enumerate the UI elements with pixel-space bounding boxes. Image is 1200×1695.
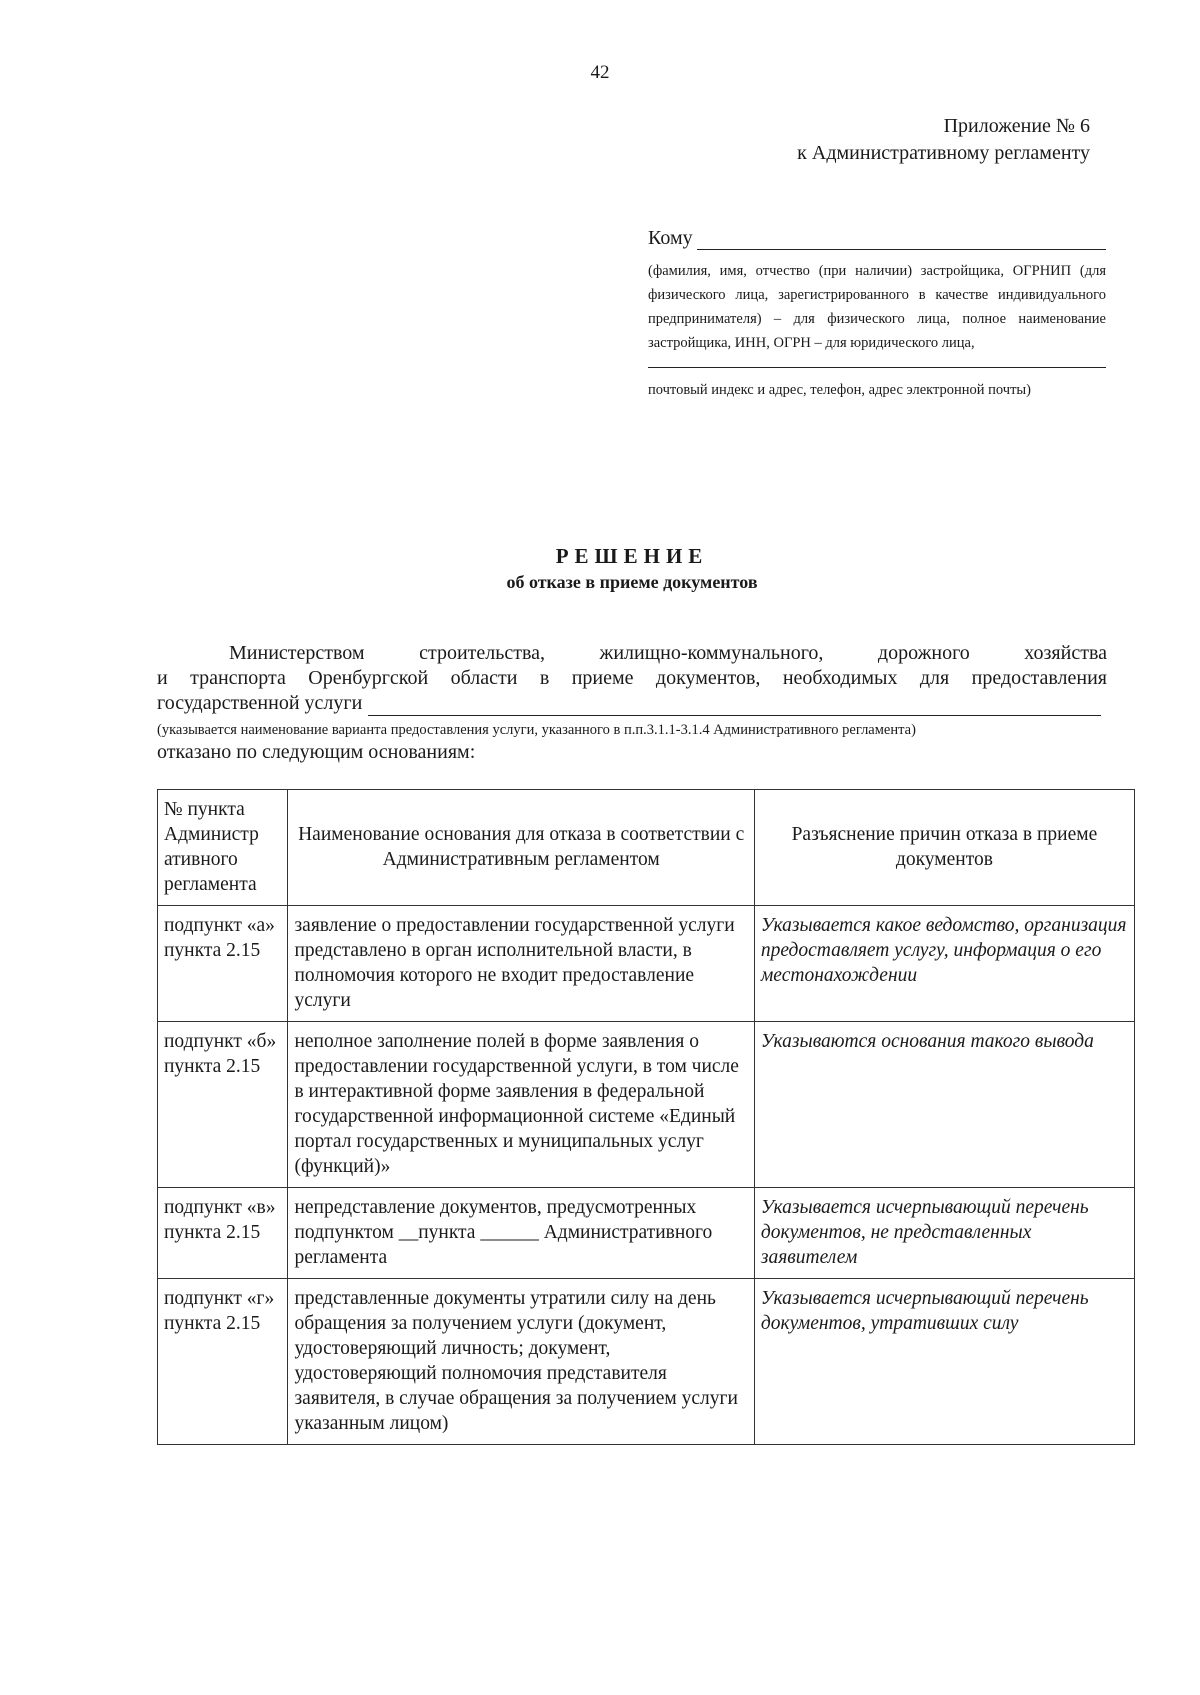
appendix-line-2: к Административному регламенту bbox=[797, 142, 1090, 164]
table-row bbox=[158, 1022, 1135, 1188]
cell-explanation: Указываются основания такого вывода bbox=[754, 1022, 1134, 1188]
appendix-line-1: Приложение № 6 bbox=[943, 115, 1090, 137]
body-line-4: отказано по следующим основаниям: bbox=[157, 741, 476, 763]
cell-explanation: Указывается какое ведомство, организация предоставляет услугу, информация о его местонахождении bbox=[754, 906, 1134, 1022]
addressee-line bbox=[648, 227, 1106, 250]
body-line-2: и транспорта Оренбургской области в приеме документов, необходимых для предоставления bbox=[157, 667, 1107, 689]
appendix-header bbox=[797, 113, 1090, 167]
document-subtitle: об отказе в приеме документов bbox=[506, 572, 758, 592]
addressee-blank bbox=[697, 229, 1106, 250]
cell-point: подпункт «б» пункта 2.15 bbox=[158, 1022, 288, 1188]
body-line-3: государственной услуги bbox=[157, 692, 363, 714]
header-reason: Наименование основания для отказа в соответствии с Административным регламентом bbox=[288, 790, 754, 906]
table-row bbox=[158, 906, 1135, 1022]
body-line-1: Министерством строительства, жилищно-коммунального, дорожного хозяйства bbox=[229, 642, 1107, 664]
addressee-label: Кому bbox=[648, 227, 693, 249]
cell-explanation: Указывается исчерпывающий перечень документов, не представленных заявителем bbox=[754, 1188, 1134, 1279]
table-row bbox=[158, 1279, 1135, 1445]
table-row bbox=[158, 1188, 1135, 1279]
document-title: РЕШЕНИЕ bbox=[555, 544, 709, 568]
cell-reason: заявление о предоставлении государственной услуги представлено в орган исполнительной власти, в полномочия которого не входит предоставление услуги bbox=[288, 906, 754, 1022]
cell-point: подпункт «г» пункта 2.15 bbox=[158, 1279, 288, 1445]
service-line bbox=[157, 691, 1107, 716]
service-hint: (указывается наименование варианта предоставления услуги, указанного в п.п.3.1.1-3.1.4 Административного регламента) bbox=[157, 722, 916, 738]
decision-text bbox=[157, 641, 1107, 765]
cell-point: подпункт «в» пункта 2.15 bbox=[158, 1188, 288, 1279]
header-explanation: Разъяснение причин отказа в приеме документов bbox=[754, 790, 1134, 906]
cell-reason: непредставление документов, предусмотренных подпунктом __пункта ______ Административного регламента bbox=[288, 1188, 754, 1279]
cell-explanation: Указывается исчерпывающий перечень документов, утративших силу bbox=[754, 1279, 1134, 1445]
reasons-table bbox=[157, 789, 1135, 1445]
addressee-note-1: (фамилия, имя, отчество (при наличии) застройщика, ОГРНИП (для физического лица, зарегистрированного в качестве индивидуального предпринимателя) – для физического лица, полное наименование застройщика, ИНН, ОГРН – для юридического лица, bbox=[648, 263, 1106, 351]
addressee-note-2: почтовый индекс и адрес, телефон, адрес электронной почты) bbox=[648, 382, 1031, 398]
cell-reason: представленные документы утратили силу на день обращения за получением услуги (документ, удостоверяющий личность; документ, удостоверяющий полномочия представителя заявителя, в случае обращения за получением услуги указанным лицом) bbox=[288, 1279, 754, 1445]
table-header-row bbox=[158, 790, 1135, 906]
addressee-block bbox=[648, 227, 1106, 402]
addressee-blank-2 bbox=[648, 355, 1106, 368]
page-number: 42 bbox=[590, 62, 610, 83]
service-blank bbox=[368, 695, 1101, 716]
header-point: № пункта Администр ативного регламента bbox=[158, 790, 288, 906]
cell-point: подпункт «а» пункта 2.15 bbox=[158, 906, 288, 1022]
cell-reason: неполное заполнение полей в форме заявления о предоставлении государственной услуги, в том числе в интерактивной форме заявления в федеральной государственной информационной системе «Единый портал государственных и муниципальных услуг (функций)» bbox=[288, 1022, 754, 1188]
